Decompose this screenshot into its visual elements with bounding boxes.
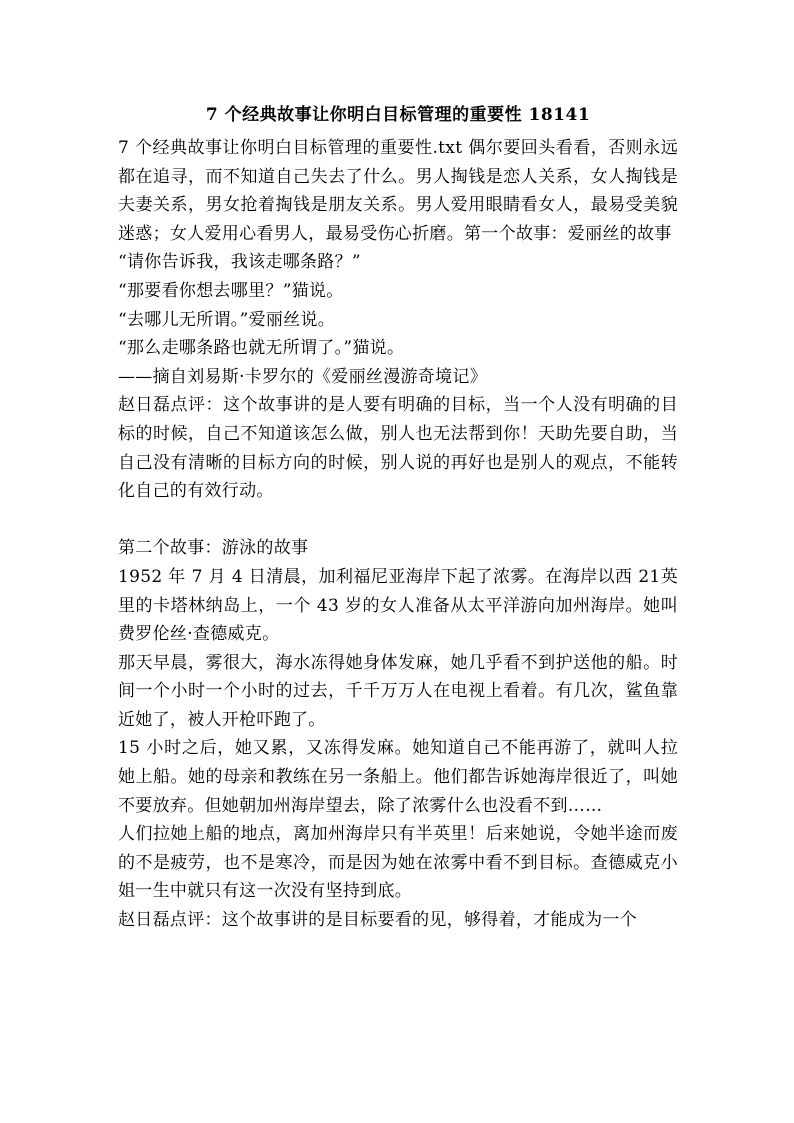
- paragraph-story-2-d: 人们拉她上船的地点，离加州海岸只有半英里！后来她说，令她半途而废的不是疲劳，也不是寒冷，而是因为她在浓雾中看不到目标。查德威克小姐一生中就只有这一次没有坚持到底。: [118, 824, 678, 902]
- blank-line: [118, 506, 678, 535]
- paragraph-story-2-heading: 第二个故事：游泳的故事: [118, 538, 309, 559]
- paragraph-dialogue-2: “那要看你想去哪里？”猫说。: [118, 280, 344, 301]
- paragraph-story-2-a: 1952 年 7 月 4 日清晨，加利福尼亚海岸下起了浓雾。在海岸以西 21英里的卡塔林纳岛上，一个 43 岁的女人准备从太平洋游向加州海岸。她叫费罗伦丝·查德威克。: [118, 566, 678, 645]
- paragraph-story-2-c: 15 小时之后，她又累，又冻得发麻。她知道自己不能再游了，就叫人拉她上船。她的母亲和教练在另一条船上。他们都告诉她海岸很近了，叫她不要放弃。但她朝加州海岸望去，除了浓雾什么也没看不到……: [118, 738, 678, 816]
- paragraph-dialogue-4: “那么走哪条路也就无所谓了。”猫说。: [118, 338, 405, 359]
- paragraph-source: ——摘自刘易斯·卡罗尔的《爱丽丝漫游奇境记》: [118, 366, 488, 387]
- paragraph-comment-2: 赵日磊点评：这个故事讲的是目标要看的见，够得着，才能成为一个: [118, 910, 637, 931]
- document-page: [118, 100, 678, 935]
- paragraph-comment-1: 赵日磊点评：这个故事讲的是人要有明确的目标，当一个人没有明确的目标的时候，自己不知道该怎么做，别人也无法帮到你！天助先要自助，当自己没有清晰的目标方向的时候，别人说的再好也是别人的观点，不能转化自己的有效行动。: [118, 395, 678, 502]
- paragraph-intro: 7 个经典故事让你明白目标管理的重要性.txt 偶尔要回头看看，否则永远都在追寻，而不知道自己失去了什么。男人掏钱是恋人关系，女人掏钱是夫妻关系，男女抢着掏钱是朋友关系。男人爱用眼睛看女人，最易受美貌迷惑；女人爱用心看男人，最易受伤心折磨。第一个故事：爱丽丝的故事: [118, 138, 678, 244]
- paragraph-dialogue-3: “去哪儿无所谓。”爱丽丝说。: [118, 309, 336, 330]
- document-title: 7 个经典故事让你明白目标管理的重要性 18141: [205, 105, 591, 125]
- paragraph-dialogue-1: “请你告诉我，我该走哪条路？”: [118, 252, 361, 273]
- paragraph-story-2-b: 那天早晨，雾很大，海水冻得她身体发麻，她几乎看不到护送他的船。时间一个小时一个小时的过去，千千万万人在电视上看着。有几次，鲨鱼靠近她了，被人开枪吓跑了。: [118, 652, 678, 730]
